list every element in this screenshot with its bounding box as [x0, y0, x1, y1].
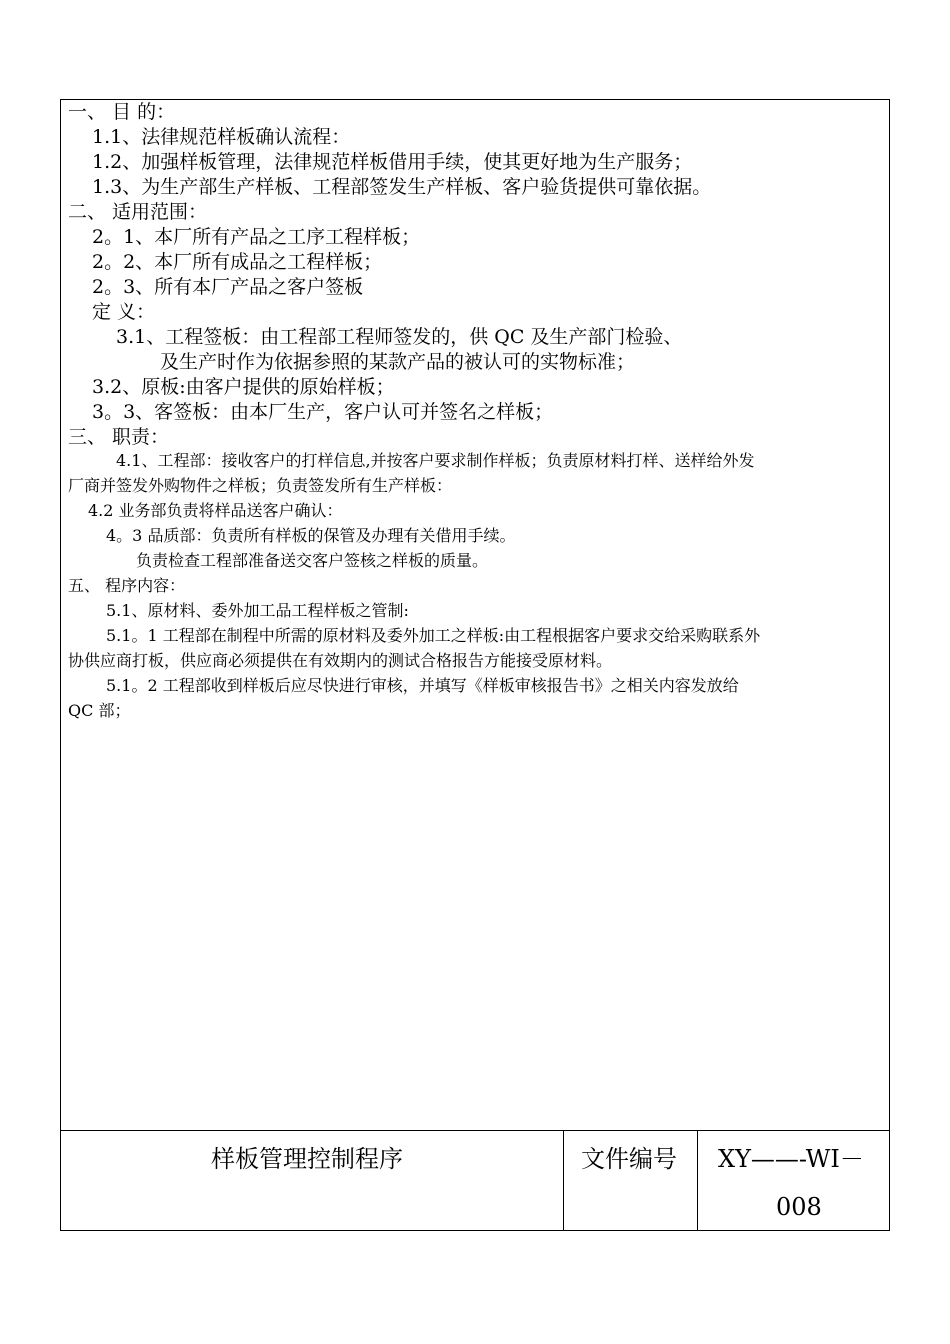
body-line: 3。3、客签板：由本厂生产，客户认可并签名之样板；: [92, 401, 554, 423]
body-line: 5.1。2 工程部收到样板后应尽快进行审核，并填写《样板审核报告书》之相关内容发放给: [106, 676, 739, 695]
footer-table: [60, 1131, 890, 1231]
footer-number-cell: [698, 1131, 890, 1230]
body-line: 3.2、原板:由客户提供的原始样板；: [92, 376, 395, 398]
body-line: 三、 职责：: [68, 426, 170, 448]
doc-number-line1: XY——-WI－: [718, 1145, 864, 1173]
body-line: 负责检查工程部准备送交客户签核之样板的质量。: [136, 551, 489, 570]
doc-number-line2: 008: [776, 1193, 822, 1221]
body-line: 4。3 品质部：负责所有样板的保管及办理有关借用手续。: [106, 526, 516, 545]
body-line: 协供应商打板，供应商必须提供在有效期内的测试合格报告方能接受原材料。: [68, 651, 613, 670]
body-line: 五、 程序内容：: [68, 576, 186, 595]
document-title: 样板管理控制程序: [211, 1145, 403, 1173]
body-line: 1.3、为生产部生产样板、工程部签发生产样板、客户验货提供可靠依据。: [92, 176, 712, 198]
doc-number-label: 文件编号: [581, 1145, 677, 1173]
body-line: 4.2 业务部负责将样品送客户确认：: [88, 501, 343, 520]
body-line: QC 部；: [68, 701, 131, 720]
body-line: 5.1、原材料、委外加工品工程样板之管制:: [106, 601, 409, 620]
body-line: 一、 目 的：: [68, 101, 176, 123]
body-line: 3.1、工程签板：由工程部工程师签发的，供 QC 及生产部门检验、: [116, 326, 683, 348]
body-line: 1.1、法律规范样板确认流程：: [92, 126, 351, 148]
body-line: 1.2、加强样板管理，法律规范样板借用手续，使其更好地为生产服务；: [92, 151, 693, 173]
body-line: 2。1、本厂所有产品之工序工程样板；: [92, 226, 421, 248]
body-line: 定 义：: [92, 301, 156, 323]
footer-label-cell: [564, 1131, 698, 1230]
body-line: 2。3、所有本厂产品之客户签板: [92, 276, 364, 298]
body-line: 4.1、工程部：接收客户的打样信息,并按客户要求制作样板；负责原材料打样、送样给外发: [116, 451, 755, 470]
body-line: 及生产时作为依据参照的某款产品的被认可的实物标准；: [160, 351, 636, 373]
body-line: 2。2、本厂所有成品之工程样板；: [92, 251, 383, 273]
body-line: 5.1。1 工程部在制程中所需的原材料及委外加工之样板:由工程根据客户要求交给采购联系外: [106, 626, 761, 645]
body-line: 厂商并签发外购物件之样板；负责签发所有生产样板：: [68, 476, 453, 495]
footer-title-cell: [61, 1131, 564, 1230]
body-line: 二、 适用范围：: [68, 201, 208, 223]
